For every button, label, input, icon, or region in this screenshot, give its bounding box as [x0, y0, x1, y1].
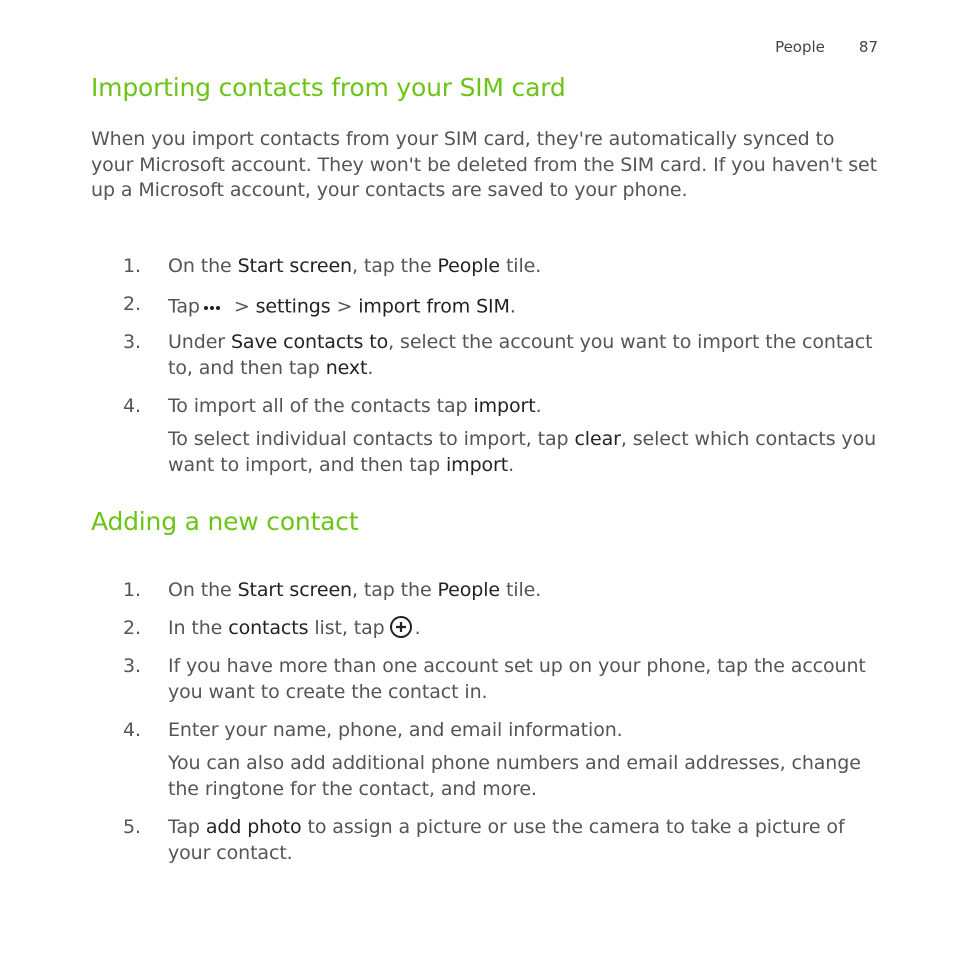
step-text: On the Start screen, tap the People tile. — [168, 255, 542, 277]
plus-circle-icon — [389, 615, 413, 639]
list-item — [91, 330, 881, 381]
header-section: People — [775, 38, 825, 56]
list-item — [91, 578, 881, 604]
step-text: In the contacts list, tap . — [168, 616, 881, 642]
step-number: 1. — [123, 579, 141, 601]
step-text: To import all of the contacts tap import. — [168, 395, 542, 417]
step-text: Under Save contacts to, select the account you want to import the contact to, and then tap next. — [168, 331, 873, 379]
list-item — [91, 254, 881, 280]
section-title-import-sim: Importing contacts from your SIM card — [91, 73, 566, 102]
step-number: 4. — [123, 719, 141, 741]
page-header — [775, 38, 878, 56]
list-item — [91, 394, 881, 420]
ellipsis-icon — [204, 292, 222, 318]
list-item — [91, 815, 881, 866]
step-number: 3. — [123, 331, 141, 353]
section-title-add-contact: Adding a new contact — [91, 507, 359, 536]
list-item — [91, 616, 881, 642]
step-number: 1. — [123, 255, 141, 277]
step-text: Tap add photo to assign a picture or use the camera to take a picture of your contact. — [168, 816, 845, 864]
step-note: You can also add additional phone numbers and email addresses, change the ringtone for the contact, and more. — [168, 752, 861, 800]
page-number: 87 — [858, 38, 878, 56]
step-number: 2. — [123, 293, 141, 315]
step-number: 3. — [123, 655, 141, 677]
list-item — [91, 654, 881, 705]
step-text: Enter your name, phone, and email information. — [168, 719, 623, 741]
intro-paragraph: When you import contacts from your SIM card, they're automatically synced to your Microsoft account. They won't be deleted from the SIM card. If you haven't set up a Microsoft account, your contacts are saved to your phone. — [91, 128, 877, 201]
step-text: Tap > settings > import from SIM. — [168, 292, 881, 322]
step-number: 4. — [123, 395, 141, 417]
step-number: 5. — [123, 816, 141, 838]
step-text: If you have more than one account set up on your phone, tap the account you want to create the contact in. — [168, 655, 866, 703]
step-text: On the Start screen, tap the People tile. — [168, 579, 542, 601]
step-number: 2. — [123, 617, 141, 639]
list-item — [91, 718, 881, 744]
list-item — [91, 292, 881, 322]
step-note: To select individual contacts to import, tap clear, select which contacts you want to import, and then tap import. — [168, 428, 877, 476]
